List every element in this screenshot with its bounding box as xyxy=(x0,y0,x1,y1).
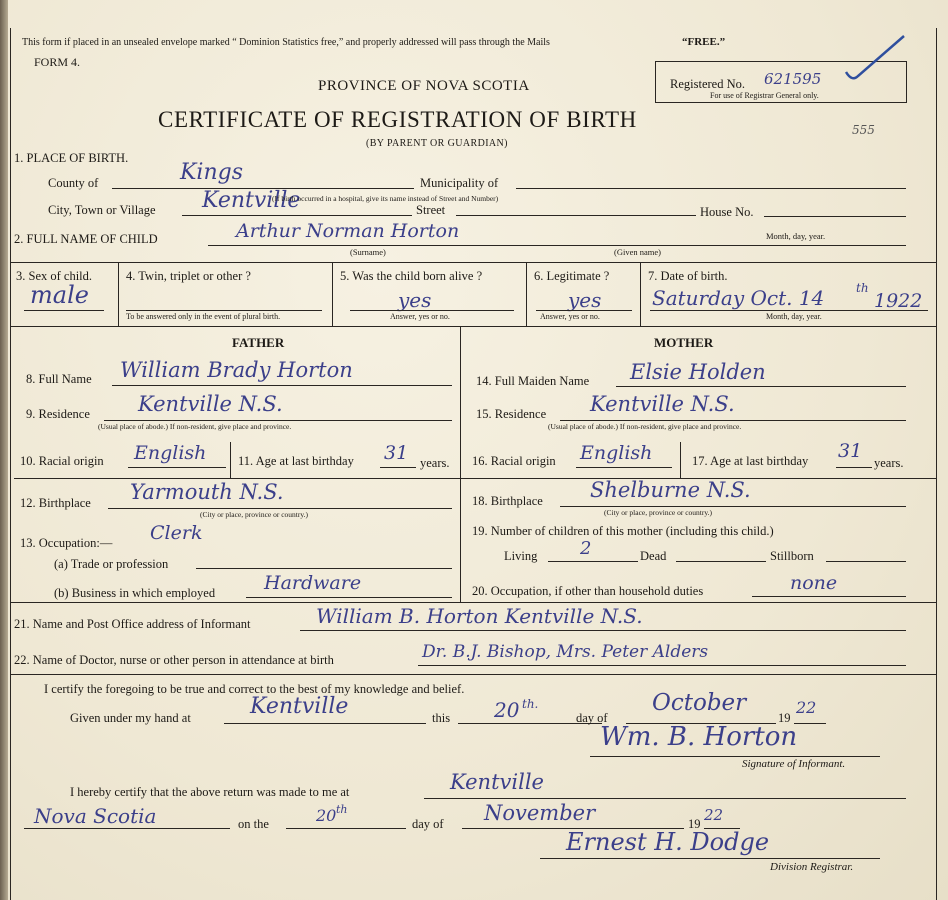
given-day-suffix: th. xyxy=(522,697,539,711)
mother-age-value: 31 xyxy=(838,440,863,462)
mother-name-label: 14. Full Maiden Name xyxy=(476,374,590,388)
father-occupation-value: Clerk xyxy=(150,522,203,544)
certify-text: I certify the foregoing to be true and correct to the best of my knowledge and belief. xyxy=(44,682,465,696)
on-the-label: on the xyxy=(238,817,269,831)
given-name-caption: (Given name) xyxy=(614,247,661,257)
parents-divider xyxy=(460,326,461,602)
signature-caption: Signature of Informant. xyxy=(742,758,846,770)
city-value: Kentville xyxy=(202,188,301,213)
mother-occupation-label: 20. Occupation, if other than household duties xyxy=(472,584,704,598)
legitimate-value: yes xyxy=(568,288,602,312)
mother-occupation-value: none xyxy=(790,572,838,594)
return-text: I hereby certify that the above return was made to me at xyxy=(70,785,350,799)
business-label: (b) Business in which employed xyxy=(54,586,216,600)
father-birthplace-label: 12. Birthplace xyxy=(20,496,91,510)
mother-name-value: Elsie Holden xyxy=(630,360,766,384)
mother-birthplace-note: (City or place, province or country.) xyxy=(604,508,713,517)
legitimate-note: Answer, yes or no. xyxy=(540,312,600,321)
father-racial-label: 10. Racial origin xyxy=(20,454,104,468)
children-label: 19. Number of children of this mother (including this child.) xyxy=(472,524,774,538)
county-value: Kings xyxy=(180,160,244,185)
hospital-note: (If birth occurred in a hospital, give its name instead of Street and Number) xyxy=(272,194,499,203)
street-label: Street xyxy=(416,203,446,217)
registrar-signature: Ernest H. Dodge xyxy=(566,828,770,856)
check-mark-icon xyxy=(840,30,910,90)
city-label: City, Town or Village xyxy=(48,203,156,217)
mother-heading: MOTHER xyxy=(654,335,714,350)
form-number: FORM 4. xyxy=(34,55,81,69)
father-age-value: 31 xyxy=(384,442,409,464)
legitimate-label: 6. Legitimate ? xyxy=(534,269,610,283)
mother-residence-note: (Usual place of abode.) If non-resident, give place and province. xyxy=(548,422,742,431)
year-prefix: 19 xyxy=(778,711,791,725)
mother-birthplace-value: Shelburne N.S. xyxy=(590,478,751,502)
mother-age-label: 17. Age at last birthday xyxy=(692,454,809,468)
father-business-value: Hardware xyxy=(264,572,362,594)
sex-label: 3. Sex of child. xyxy=(16,269,93,283)
mail-notice: This form if placed in an unsealed envelope marked “ Dominion Statistics free,” and properly addressed will pass through the Mails xyxy=(22,37,550,48)
return-province: Nova Scotia xyxy=(34,804,157,828)
given-label: Given under my hand at xyxy=(70,711,191,725)
day-of-label: day of xyxy=(576,711,608,725)
return-day-suffix: th xyxy=(336,803,348,816)
return-day-of: day of xyxy=(412,817,444,831)
registrar-caption: Division Registrar. xyxy=(770,861,854,873)
given-place: Kentville xyxy=(250,694,349,719)
informant-value: William B. Horton Kentville N.S. xyxy=(316,604,643,628)
page-subtitle: (BY PARENT OR GUARDIAN) xyxy=(366,138,508,149)
return-place: Kentville xyxy=(450,770,544,794)
registered-number: 621595 xyxy=(764,70,822,88)
dob-suffix: th xyxy=(856,281,869,295)
top-date-caption: Month, day, year. xyxy=(766,231,826,241)
return-year: 22 xyxy=(704,806,724,824)
registrar-use-note: For use of Registrar General only. xyxy=(710,91,819,100)
given-day: 20 xyxy=(494,698,520,722)
mother-age-unit: years. xyxy=(874,456,904,470)
trade-label: (a) Trade or profession xyxy=(54,557,169,571)
twin-label: 4. Twin, triplet or other ? xyxy=(126,269,251,283)
alive-value: yes xyxy=(398,288,432,312)
this-label: this xyxy=(432,711,451,725)
return-day: 20 xyxy=(316,806,337,825)
registered-label: Registered No. xyxy=(670,77,745,91)
father-heading: FATHER xyxy=(232,335,285,350)
father-birthplace-note: (City or place, province or country.) xyxy=(200,510,309,519)
stillborn-label: Stillborn xyxy=(770,549,814,563)
corner-note: 555 xyxy=(852,123,875,137)
province-title: PROVINCE OF NOVA SCOTIA xyxy=(318,78,530,94)
child-name-label: 2. FULL NAME OF CHILD xyxy=(14,232,158,246)
return-year-prefix: 19 xyxy=(688,817,701,831)
father-age-label: 11. Age at last birthday xyxy=(238,454,354,468)
right-border xyxy=(936,28,937,900)
father-age-unit: years. xyxy=(420,456,450,470)
twin-note: To be answered only in the event of plural birth. xyxy=(126,312,281,321)
living-value: 2 xyxy=(580,538,592,559)
father-racial-value: English xyxy=(134,442,207,464)
house-label: House No. xyxy=(700,205,754,219)
father-birthplace-value: Yarmouth N.S. xyxy=(130,480,284,504)
sex-value: male xyxy=(30,281,89,309)
doctor-value: Dr. B.J. Bishop, Mrs. Peter Alders xyxy=(422,642,709,662)
mother-birthplace-label: 18. Birthplace xyxy=(472,494,543,508)
mother-racial-label: 16. Racial origin xyxy=(472,454,556,468)
living-label: Living xyxy=(504,549,538,563)
father-residence-label: 9. Residence xyxy=(26,407,90,421)
mother-residence-label: 15. Residence xyxy=(476,407,547,421)
given-month: October xyxy=(652,690,747,716)
place-of-birth-label: 1. PLACE OF BIRTH. xyxy=(14,151,129,165)
alive-label: 5. Was the child born alive ? xyxy=(340,269,483,283)
father-name-label: 8. Full Name xyxy=(26,372,92,386)
child-name-value: Arthur Norman Horton xyxy=(236,220,460,242)
surname-caption: (Surname) xyxy=(350,247,386,257)
binding-edge xyxy=(0,0,8,900)
mail-free: “FREE.” xyxy=(682,36,726,48)
municipality-label: Municipality of xyxy=(420,176,499,190)
dob-year: 1922 xyxy=(874,290,923,312)
father-name-value: William Brady Horton xyxy=(120,358,353,382)
alive-note: Answer, yes or no. xyxy=(390,312,450,321)
father-residence-value: Kentville N.S. xyxy=(138,392,283,416)
page-title: CERTIFICATE OF REGISTRATION OF BIRTH xyxy=(158,107,637,132)
return-month: November xyxy=(484,801,596,825)
dead-label: Dead xyxy=(640,549,667,563)
father-residence-note: (Usual place of abode.) If non-resident, give place and province. xyxy=(98,422,292,431)
mother-residence-value: Kentville N.S. xyxy=(590,392,735,416)
doctor-label: 22. Name of Doctor, nurse or other person in attendance at birth xyxy=(14,653,334,667)
given-year: 22 xyxy=(796,698,817,717)
father-occupation-label: 13. Occupation:— xyxy=(20,536,113,550)
county-label: County of xyxy=(48,176,99,190)
informant-label: 21. Name and Post Office address of Informant xyxy=(14,617,251,631)
dob-note: Month, day, year. xyxy=(766,312,822,321)
informant-signature: Wm. B. Horton xyxy=(600,722,798,752)
left-border xyxy=(10,28,11,900)
mother-racial-value: English xyxy=(580,442,653,464)
dob-value: Saturday Oct. 14 xyxy=(652,286,825,310)
dob-label: 7. Date of birth. xyxy=(648,269,728,283)
